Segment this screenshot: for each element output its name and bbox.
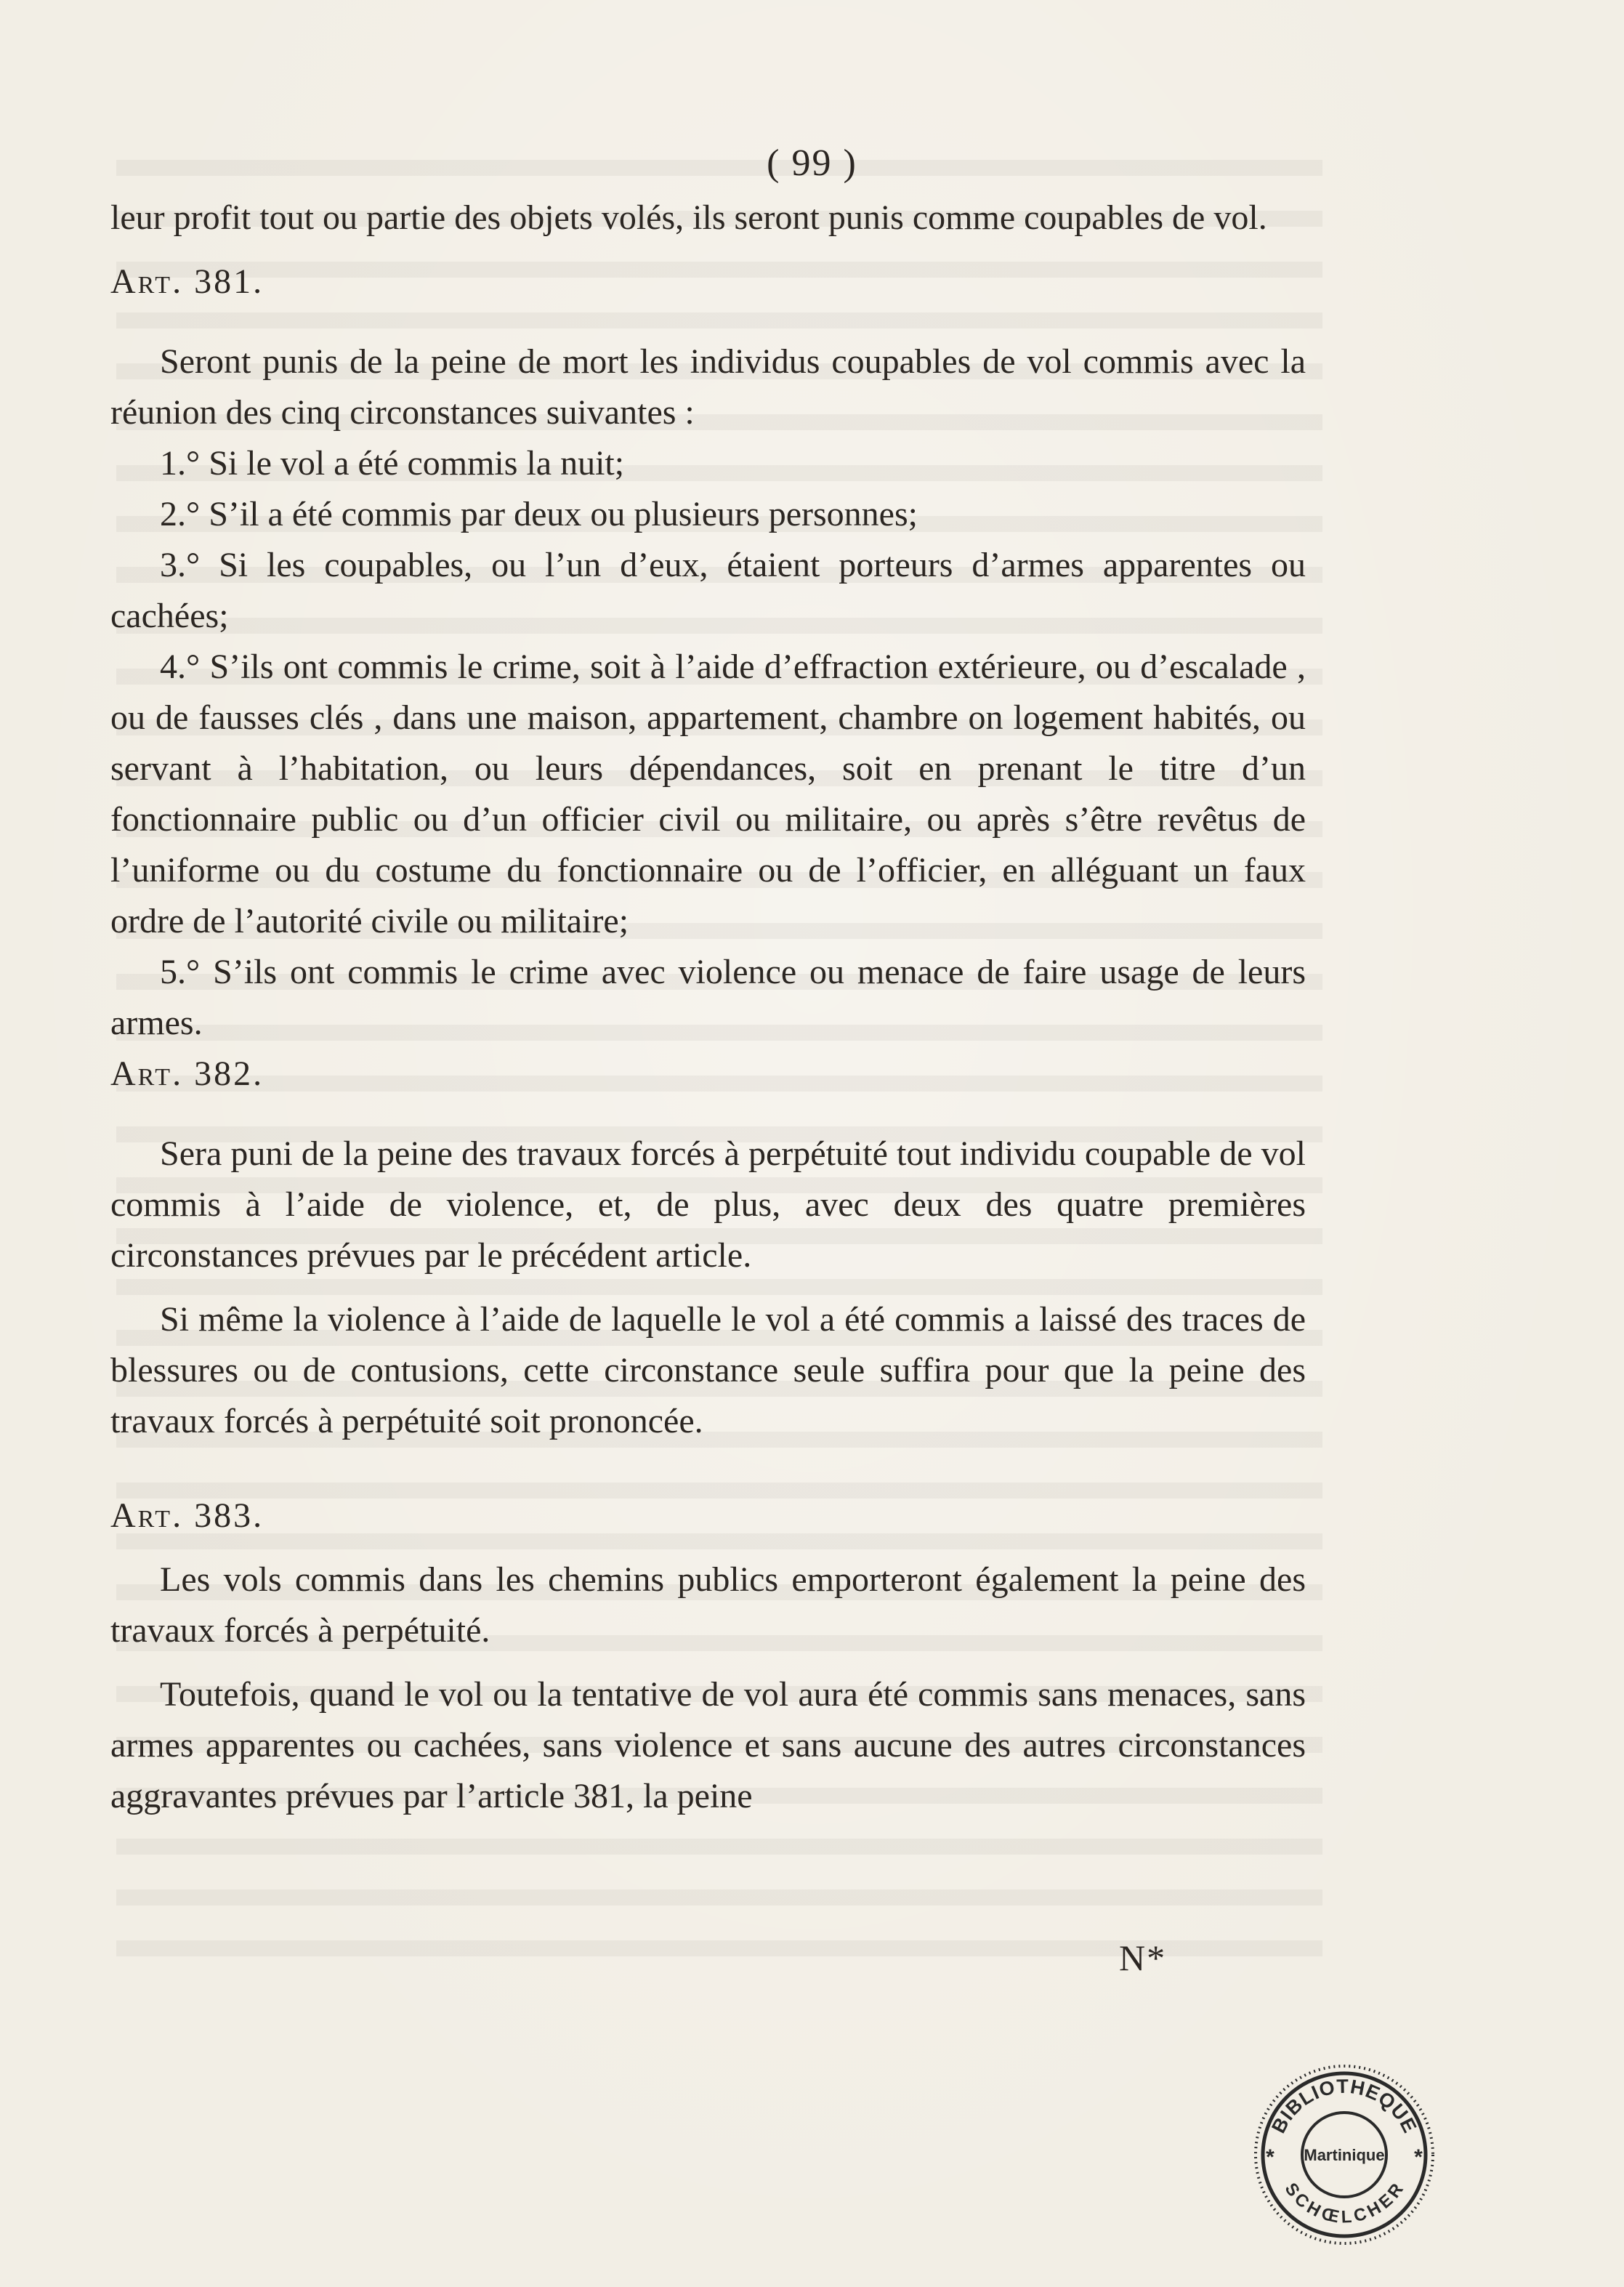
signature-mark: N* bbox=[1119, 1937, 1167, 1978]
article-381-intro: Seront punis de la peine de mort les individus coupables de vol commis avec la réunion des cinq circonstances suivantes : bbox=[110, 342, 1306, 432]
article-381-item-5: 5.° S’ils ont commis le crime avec violence ou menace de faire usage de leurs armes. bbox=[110, 953, 1306, 1042]
article-heading-383: Art. 383. bbox=[110, 1496, 264, 1535]
page-body bbox=[110, 193, 1306, 1822]
article-381-item-1: 1.° Si le vol a été commis la nuit; bbox=[160, 444, 625, 483]
library-stamp-seal bbox=[1246, 2060, 1442, 2249]
article-381-item-2: 2.° S’il a été commis par deux ou plusieurs personnes; bbox=[160, 495, 918, 533]
article-383-paragraph-2: Toutefois, quand le vol ou la tentative de vol aura été commis sans menaces, sans armes apparentes ou cachées, sans violence et sans aucune des autres circonstances aggravantes prévues par l’article 381, la peine bbox=[110, 1675, 1306, 1815]
article-heading-382: Art. 382. bbox=[110, 1054, 264, 1093]
article-382-paragraph-2: Si même la violence à l’aide de laquelle le vol a été commis a laissé des traces de blessures ou de contusions, cette circonstance seule suffira pour que la peine des travaux forcés à perpétuité soit prononcée. bbox=[110, 1300, 1306, 1440]
library-stamp bbox=[1246, 2060, 1442, 2249]
stamp-bottom-text: SCHŒLCHER bbox=[1280, 2179, 1408, 2227]
article-383-paragraph-1: Les vols commis dans les chemins publics emporteront également la peine des travaux forcés à perpétuité. bbox=[110, 1560, 1306, 1650]
stamp-center-text: Martinique bbox=[1304, 2146, 1385, 2164]
article-381-item-3: 3.° Si les coupables, ou l’un d’eux, étaient porteurs d’armes apparentes ou cachées; bbox=[110, 546, 1306, 635]
article-382-paragraph-1: Sera puni de la peine des travaux forcés à perpétuité tout individu coupable de vol commis à l’aide de violence, et, de plus, avec deux des quatre premières circonstances prévues par le précédent article. bbox=[110, 1134, 1306, 1275]
article-381-item-4: 4.° S’ils ont commis le crime, soit à l’aide d’effraction extérieure, ou d’escalade , ou de fausses clés , dans une maison, appartement, chambre on logement habités, ou servant à l’habitation, ou leurs dépendances, soit en prenant le titre d’un fonctionnaire public ou d’un officier civil ou militaire, ou après s’être revêtus de l’uniforme ou du costume du fonctionnaire ou de l’officier, en alléguant un faux ordre de l’autorité civile ou militaire; bbox=[110, 648, 1306, 940]
stamp-top-text: BIBLIOTHEQUE bbox=[1267, 2075, 1421, 2137]
paragraph-continued: leur profit tout ou partie des objets volés, ils seront punis comme coupables de vol. bbox=[110, 198, 1267, 237]
stamp-star-left: * bbox=[1266, 2145, 1274, 2169]
article-heading-381: Art. 381. bbox=[110, 262, 264, 301]
page-number: ( 99 ) bbox=[767, 142, 857, 184]
stamp-star-right: * bbox=[1414, 2145, 1423, 2169]
